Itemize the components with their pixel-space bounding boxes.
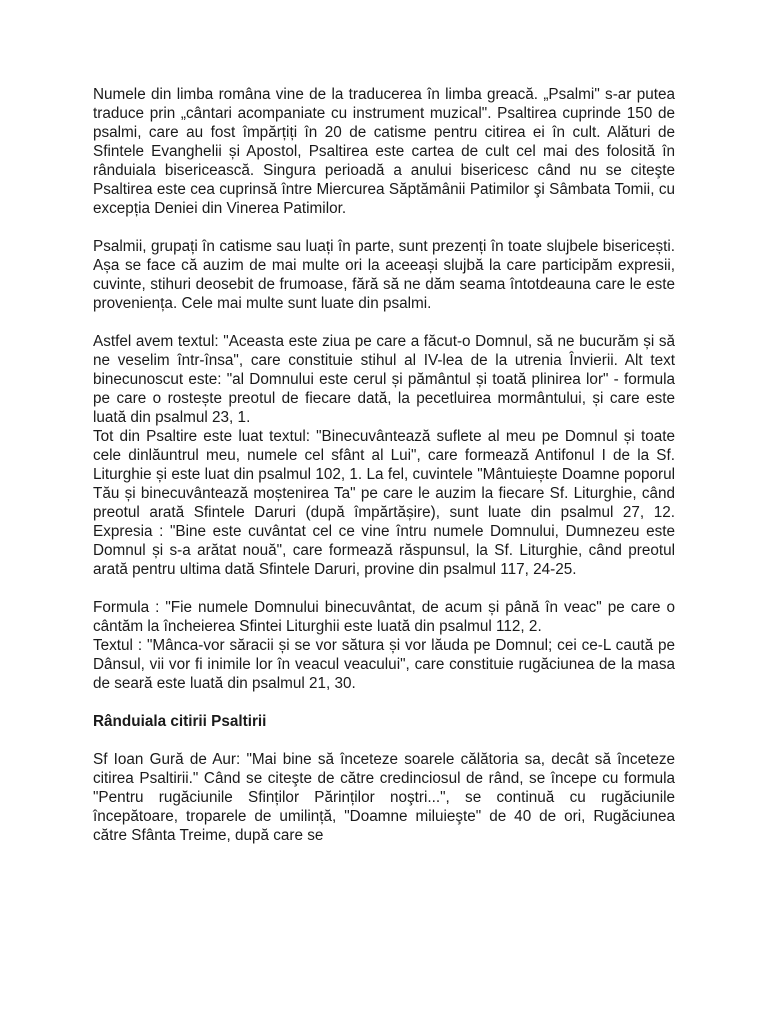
document-page — [93, 85, 675, 845]
paragraph-closing-formula: Formula : "Fie numele Domnului binecuvântat, de acum și până în veac" pe care o cântăm la încheierea Sfintei Liturghii este luată din psalmul 112, 2. — [93, 599, 675, 635]
paragraph-psalter-origin: Numele din limba româna vine de la traducerea în limba greacă. „Psalmi" s-ar putea traduce prin „cântari acompaniate cu instrument muzical". Psaltirea cuprinde 150 de psalmi, care au fost împărțiți în 20 de catisme pentru citirea ei în cult. Alături de Sfintele Evanghelii și Apostol, Psaltirea este cartea de cult cel mai des folosită în rânduiala bisericească. Singura perioadă a anului bisericesc când nu se citeşte Psaltirea este cea cuprinsă între Miercurea Săptămânii Patimilor şi Sâmbata Tomii, cu excepția Deniei din Vinerea Patimilor. — [93, 86, 675, 217]
paragraph-psalms-in-services: Psalmii, grupați în catisme sau luați în parte, sunt prezenți în toate slujbele bisericești. Așa se face că auzim de mai multe ori la aceeași slujbă la care participăm expresii, cuvinte, stihuri deosebit de frumoase, fără să ne dăm seama întotdeauna care le este proveniența. Cele mai multe sunt luate din psalmi. — [93, 238, 675, 312]
paragraph-easter-verses: Astfel avem textul: "Aceasta este ziua pe care a făcut-o Domnul, să ne bucurăm și să ne veselim într-însa", care constituie stihul al IV-lea de la utrenia Învierii. Alt text binecunoscut este: "al Domnului este cerul și pământul și toată plinirea lor" - formula pe care o rostește preotul de fiecare dată, la pecetluirea mormântului, și care este luată din psalmul 23, 1. — [93, 333, 675, 426]
paragraph-reading-rule: Sf Ioan Gură de Aur: "Mai bine să înceteze soarele călătoria sa, decât să înceteze citirea Psaltirii." Când se citeşte de către credinciosul de rând, se începe cu formula "Pentru rugăciunile Sfinților Părinților noştri...", se continuă cu rugăciunile începătoare, troparele de umilință, "Doamne miluieşte" de 40 de ori, Rugăciunea către Sfânta Treime, după care se — [93, 751, 675, 844]
paragraph-liturgy-verses: Tot din Psaltire este luat textul: "Binecuvântează suflete al meu pe Domnul și toate cele dinlăuntrul meu, numele cel sfânt al Lui", care formează Antifonul I de la Sf. Liturghie și este luat din psalmul 102, 1. La fel, cuvintele "Mântuiește Doamne poporul Tău și binecuvântează moștenirea Ta" pe care le auzim la fiecare Sf. Liturghie, când preotul arată Sfintele Daruri (după împărtășire), sunt luate din psalmul 27, 12. Expresia : "Bine este cuvântat cel ce vine întru numele Domnului, Dumnezeu este Domnul și s-a arătat nouă", care formează răspunsul, la Sf. Liturghie, când preotul arată pentru ultima dată Sfintele Daruri, provine din psalmul 117, 24-25. — [93, 428, 675, 578]
paragraph-evening-prayer: Textul : "Mânca-vor săracii și se vor sătura și vor lăuda pe Domnul; cei ce-L caută pe Dânsul, vii vor fi inimile lor în veacul veacului", care constituie rugăciunea de la masa de seară este luată din psalmul 21, 30. — [93, 637, 675, 692]
section-heading: Rânduiala citirii Psaltirii — [93, 713, 267, 730]
